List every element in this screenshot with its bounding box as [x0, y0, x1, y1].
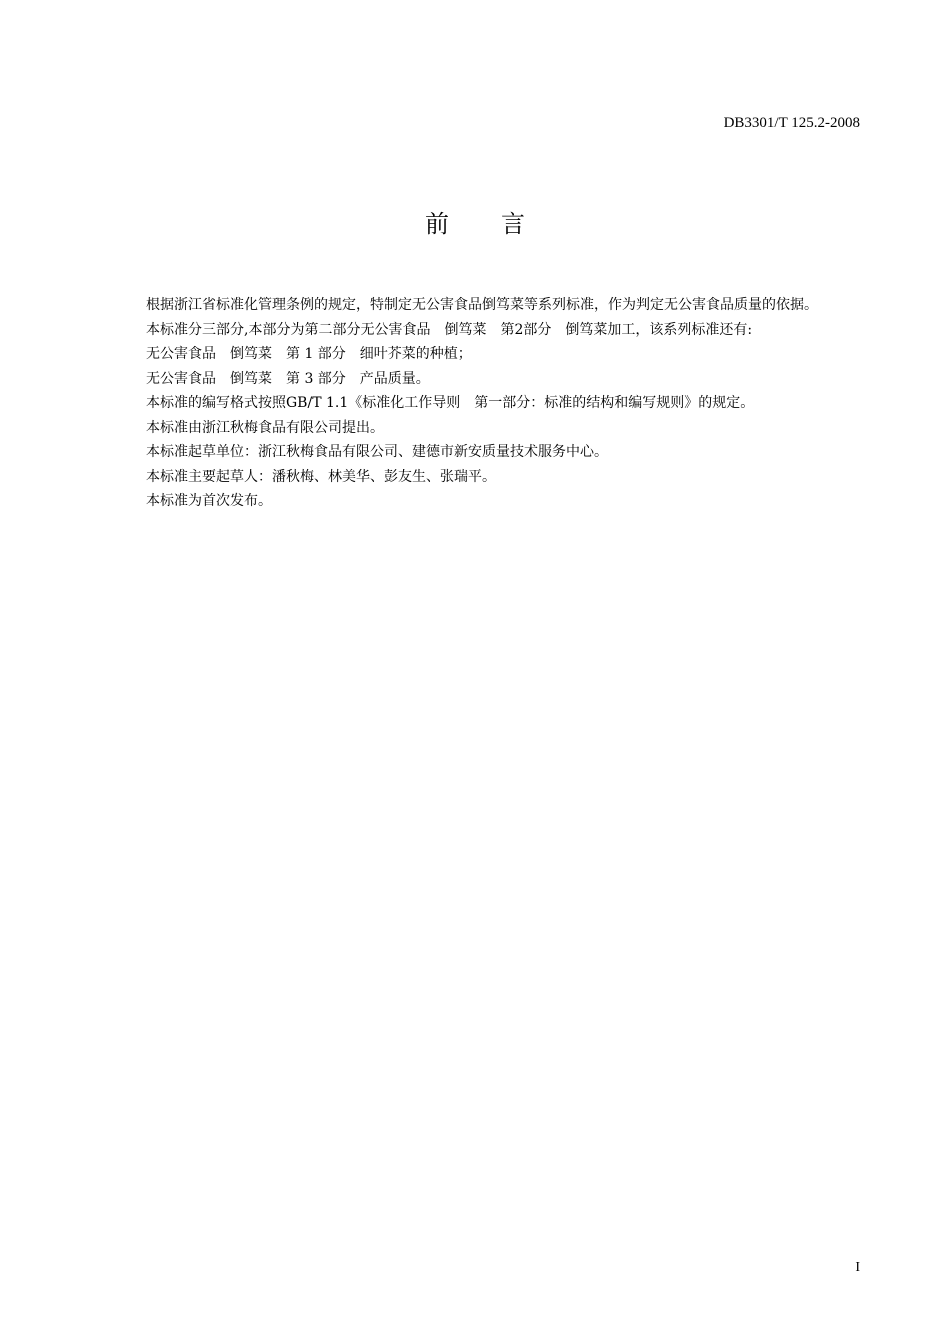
list-item-part-1: 无公害食品 倒笃菜 第 1 部分 细叶芥菜的种植； [146, 346, 472, 362]
list-item-part-3: 无公害食品 倒笃菜 第 3 部分 产品质量。 [146, 370, 430, 387]
page-title: 前言 [425, 210, 577, 238]
page-number: I [855, 1260, 860, 1275]
paragraph-first-release: 本标准为首次发布。 [146, 493, 272, 509]
paragraph-drafters: 本标准主要起草人：潘秋梅、林美华、彭友生、张瑞平。 [146, 468, 496, 485]
document-code: DB3301/T 125.2-2008 [723, 115, 860, 131]
paragraph-basis: 根据浙江省标准化管理条例的规定，特制定无公害食品倒笃菜等系列标准，作为判定无公害食品质量的依据。 [146, 297, 818, 313]
foreword-body [114, 293, 860, 514]
paragraph-format: 本标准的编写格式按照GB/T 1.1《标准化工作导则 第一部分：标准的结构和编写规则》的规定。 [146, 395, 755, 411]
paragraph-structure: 本标准分三部分,本部分为第二部分无公害食品 倒笃菜 第2部分 倒笃菜加工，该系列标准还有: [146, 321, 753, 338]
paragraph-proposer: 本标准由浙江秋梅食品有限公司提出。 [146, 419, 384, 436]
paragraph-drafting-units: 本标准起草单位：浙江秋梅食品有限公司、建德市新安质量技术服务中心。 [146, 444, 608, 460]
